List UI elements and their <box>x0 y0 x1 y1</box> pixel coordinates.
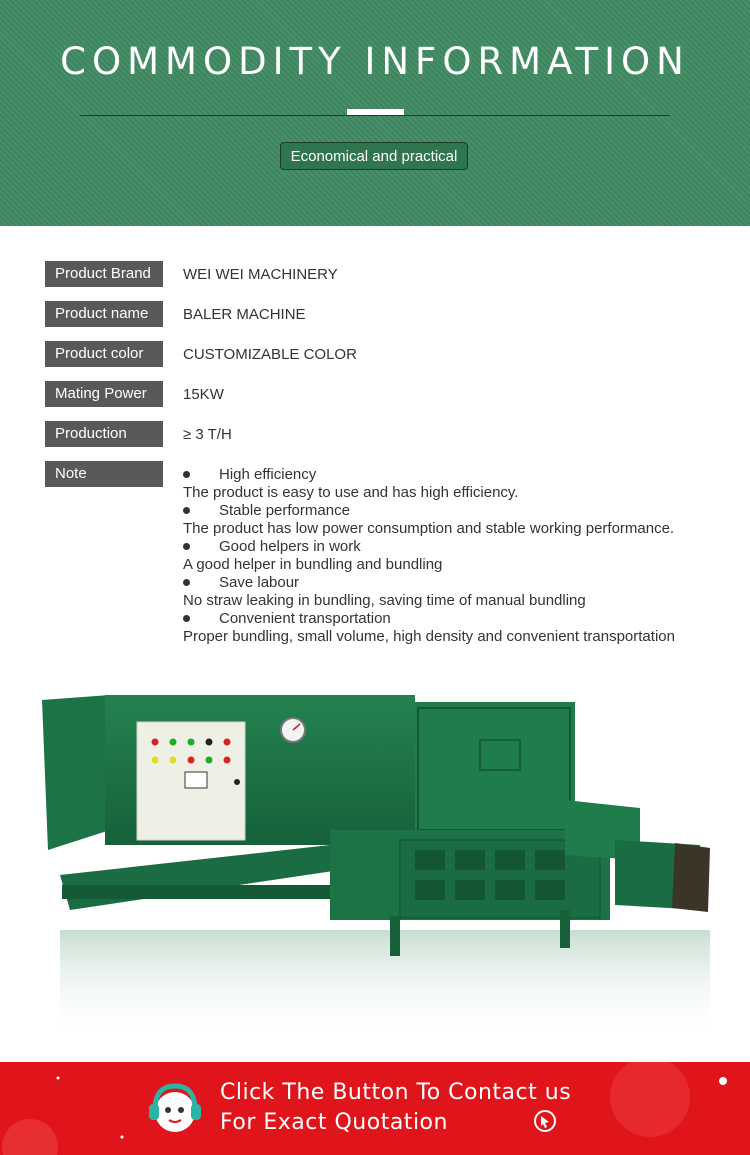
note-title: Stable performance <box>219 502 350 519</box>
spec-value: ≥ 3 T/H <box>183 426 232 443</box>
list-item <box>183 610 743 646</box>
note-desc: The product is easy to use and has high efficiency. <box>183 484 519 501</box>
note-title: Convenient transportation <box>219 610 391 627</box>
spec-label: Product name <box>45 301 163 327</box>
page-title: COMMODITY INFORMATION <box>60 40 690 83</box>
spec-value: BALER MACHINE <box>183 306 306 323</box>
note-list <box>183 466 743 646</box>
note-desc: Proper bundling, small volume, high density and convenient transportation <box>183 628 675 645</box>
spec-value: CUSTOMIZABLE COLOR <box>183 346 357 363</box>
spec-label: Product color <box>45 341 163 367</box>
note-desc: No straw leaking in bundling, saving time of manual bundling <box>183 592 586 609</box>
click-cursor-icon[interactable] <box>533 1109 557 1133</box>
bullet-icon <box>183 471 190 478</box>
list-item <box>183 538 743 574</box>
note-title: Good helpers in work <box>219 538 361 555</box>
list-item <box>183 502 743 538</box>
commodity-header <box>0 0 750 226</box>
header-subtitle-badge: Economical and practical <box>280 142 468 170</box>
list-item <box>183 466 743 502</box>
customer-service-headset-icon <box>143 1076 207 1140</box>
bullet-icon <box>183 507 190 514</box>
spec-value: 15KW <box>183 386 224 403</box>
bullet-icon <box>183 615 190 622</box>
contact-cta-line1: Click The Button To Contact us <box>220 1080 572 1105</box>
spec-value: WEI WEI MACHINERY <box>183 266 338 283</box>
spec-label: Production <box>45 421 163 447</box>
note-title: Save labour <box>219 574 300 591</box>
contact-banner[interactable] <box>0 1062 750 1155</box>
header-divider-accent <box>347 109 404 115</box>
banner-decoration <box>0 1062 750 1155</box>
list-item <box>183 574 743 610</box>
bullet-icon <box>183 543 190 550</box>
bullet-icon <box>183 579 190 586</box>
spec-label: Product Brand <box>45 261 163 287</box>
header-divider <box>80 115 670 116</box>
note-title: High efficiency <box>219 466 317 483</box>
note-desc: The product has low power consumption and stable working performance. <box>183 520 675 537</box>
spec-label: Mating Power <box>45 381 163 407</box>
note-desc: A good helper in bundling and bundling <box>183 556 443 573</box>
spec-label-note: Note <box>45 461 163 487</box>
baler-machine-image <box>0 680 750 1060</box>
contact-cta-line2: For Exact Quotation <box>220 1110 448 1135</box>
